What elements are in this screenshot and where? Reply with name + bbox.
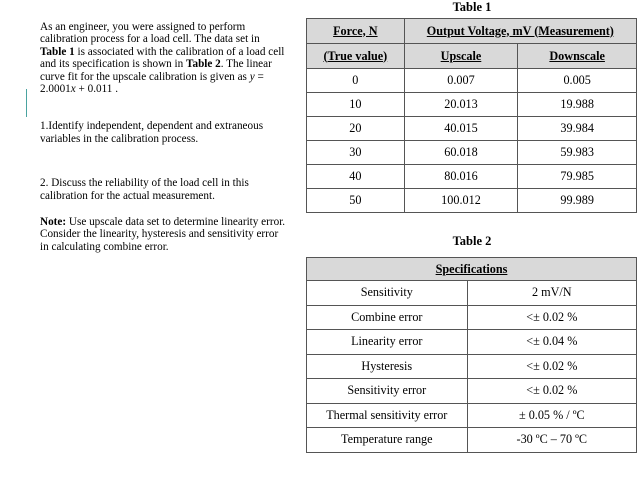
spec-name: Temperature range bbox=[307, 428, 468, 453]
header-specifications: Specifications bbox=[307, 258, 637, 281]
downscale-cell: 99.989 bbox=[518, 189, 637, 213]
table-row bbox=[307, 403, 637, 428]
table-row bbox=[307, 428, 637, 453]
table2-caption: Table 2 bbox=[452, 234, 492, 248]
spec-name: Hysteresis bbox=[307, 354, 468, 379]
upscale-cell: 100.012 bbox=[404, 189, 518, 213]
spec-name: Sensitivity error bbox=[307, 379, 468, 404]
downscale-cell: 19.988 bbox=[518, 93, 637, 117]
margin-marker bbox=[26, 89, 27, 117]
table-row bbox=[307, 379, 637, 404]
spec-name: Thermal sensitivity error bbox=[307, 403, 468, 428]
downscale-cell: 79.985 bbox=[518, 165, 637, 189]
upscale-cell: 60.018 bbox=[404, 141, 518, 165]
table-row bbox=[307, 330, 637, 355]
force-cell: 30 bbox=[307, 141, 405, 165]
question-1: 1.Identify independent, dependent and extraneous variables in the calibration process. bbox=[40, 120, 264, 145]
table-row bbox=[307, 69, 637, 93]
downscale-cell: 0.005 bbox=[518, 69, 637, 93]
spec-name: Combine error bbox=[307, 305, 468, 330]
header-force: Force, N bbox=[307, 19, 405, 44]
spec-value: <± 0.02 % bbox=[467, 305, 636, 330]
force-cell: 50 bbox=[307, 189, 405, 213]
table1-caption: Table 1 bbox=[452, 0, 492, 14]
upscale-cell: 40.015 bbox=[404, 117, 518, 141]
spec-value: -30 ºC – 70 ºC bbox=[467, 428, 636, 453]
upscale-cell: 20.013 bbox=[404, 93, 518, 117]
force-cell: 0 bbox=[307, 69, 405, 93]
table-row bbox=[307, 305, 637, 330]
spec-value: <± 0.02 % bbox=[467, 354, 636, 379]
table-row bbox=[307, 354, 637, 379]
calibration-table bbox=[306, 18, 637, 213]
table-row bbox=[307, 165, 637, 189]
upscale-cell: 0.007 bbox=[404, 69, 518, 93]
downscale-cell: 39.984 bbox=[518, 117, 637, 141]
spec-name: Sensitivity bbox=[307, 281, 468, 306]
table-row bbox=[307, 141, 637, 165]
header-output: Output Voltage, mV (Measurement) bbox=[404, 19, 636, 44]
downscale-cell: 59.983 bbox=[518, 141, 637, 165]
header-downscale: Downscale bbox=[518, 44, 637, 69]
force-cell: 20 bbox=[307, 117, 405, 141]
header-true-value: (True value) bbox=[307, 44, 405, 69]
specifications-table bbox=[306, 257, 637, 453]
note-paragraph: Note: Use upscale data set to determine linearity error. Consider the linearity, hysteresis and sensitivity error in calculating combine error. bbox=[40, 216, 286, 253]
spec-value: <± 0.04 % bbox=[467, 330, 636, 355]
intro-paragraph: As an engineer, you were assigned to perform calibration process for a load cell. The data set in Table 1 is associated with the calibration of a load cell and its specification is shown in Table 2. The linear curve fit for the upscale calibration is given as y = 2.0001x + 0.011 . bbox=[40, 21, 285, 96]
spec-value: 2 mV/N bbox=[467, 281, 636, 306]
spec-value: ± 0.05 % / ºC bbox=[467, 403, 636, 428]
spec-value: <± 0.02 % bbox=[467, 379, 636, 404]
table-row bbox=[307, 117, 637, 141]
force-cell: 40 bbox=[307, 165, 405, 189]
header-upscale: Upscale bbox=[404, 44, 518, 69]
force-cell: 10 bbox=[307, 93, 405, 117]
table-row bbox=[307, 189, 637, 213]
upscale-cell: 80.016 bbox=[404, 165, 518, 189]
question-text bbox=[40, 21, 288, 253]
spec-name: Linearity error bbox=[307, 330, 468, 355]
table-row bbox=[307, 281, 637, 306]
table-row bbox=[307, 93, 637, 117]
question-2: 2. Discuss the reliability of the load cell in this calibration for the actual measurement. bbox=[40, 177, 249, 202]
